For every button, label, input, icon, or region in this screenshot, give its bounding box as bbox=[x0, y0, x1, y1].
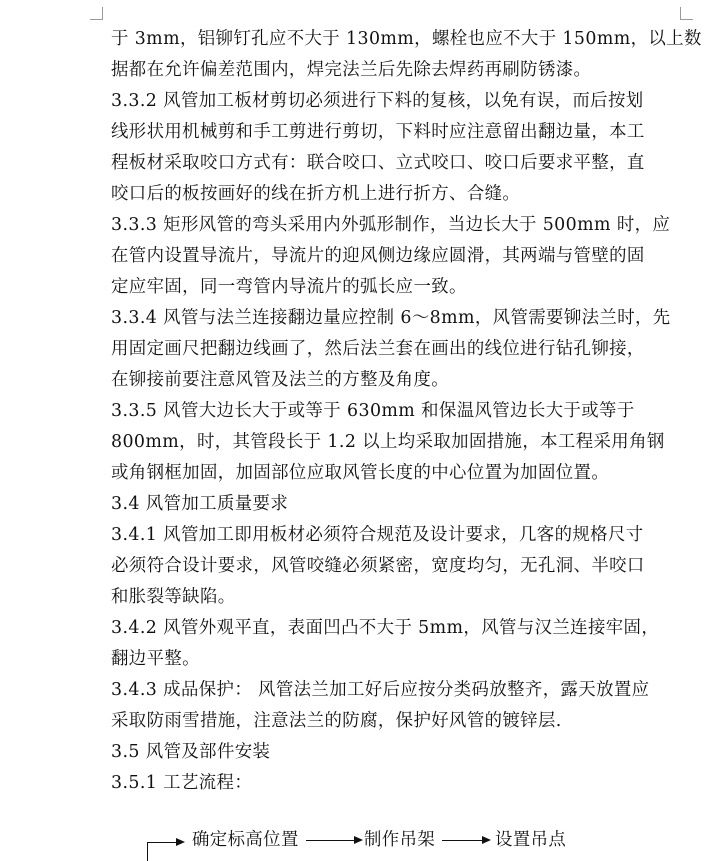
section-heading: 3.4 风管加工质量要求 bbox=[111, 494, 289, 514]
flow-connector-line bbox=[306, 840, 356, 841]
text-line: 3.3.4 风管与法兰连接翻边量应控制 6～8mm，风管需要铆法兰时，先 bbox=[111, 308, 671, 328]
text-line: 和胀裂等缺陷。 bbox=[111, 587, 236, 607]
arrow-head-icon bbox=[176, 838, 185, 846]
text-line: 采取防雨雪措施，注意法兰的防腐，保护好风管的镀锌层. bbox=[111, 711, 562, 731]
flow-step-label: 确定标高位置 bbox=[192, 830, 299, 850]
text-line: 在管内设置导流片，导流片的迎风侧边缘应圆滑，其两端与管壁的固 bbox=[111, 246, 645, 266]
section-heading: 3.5 风管及部件安装 bbox=[111, 742, 271, 762]
flow-step-label: 设置吊点 bbox=[495, 830, 567, 850]
text-line: 据都在允许偏差范围内，焊完法兰后先除去焊药再刷防锈漆。 bbox=[111, 60, 592, 80]
text-line: 必须符合设计要求，风管咬缝必须紧密，宽度均匀，无孔洞、半咬口 bbox=[111, 556, 645, 576]
text-line: 程板材采取咬口方式有：联合咬口、立式咬口、咬口后要求平整，直 bbox=[111, 153, 645, 173]
text-line: 用固定画尺把翻边线画了，然后法兰套在画出的线位进行钻孔铆接， bbox=[111, 339, 645, 359]
text-line: 3.4.3 成品保护： 风管法兰加工好后应按分类码放整齐，露天放置应 bbox=[111, 680, 650, 700]
text-line: 3.5.1 工艺流程： bbox=[111, 773, 253, 793]
text-line: 3.3.2 风管加工板材剪切必须进行下料的复核，以免有误，而后按划 bbox=[111, 91, 644, 111]
flow-connector-line bbox=[442, 840, 484, 841]
text-line: 或角钢框加固，加固部位应取风管长度的中心位置为加固位置。 bbox=[111, 463, 610, 483]
text-line: 咬口后的板按画好的线在折方机上进行折方、合缝。 bbox=[111, 184, 521, 204]
text-line: 于 3mm，铝铆钉孔应不大于 130mm，螺栓也应不大于 150mm，以上数 bbox=[111, 29, 702, 49]
text-line: 3.4.2 风管外观平直，表面凹凸不大于 5mm，风管与汉兰连接牢固， bbox=[111, 618, 660, 638]
text-line: 在铆接前要注意风管及法兰的方整及角度。 bbox=[111, 370, 450, 390]
arrow-head-icon bbox=[482, 836, 491, 844]
flow-step-label: 制作吊架 bbox=[364, 830, 436, 850]
text-line: 定应牢固，同一弯管内导流片的弧长应一致。 bbox=[111, 277, 467, 297]
text-line: 3.4.1 风管加工即用板材必须符合规范及设计要求，几客的规格尺寸 bbox=[111, 525, 644, 545]
flow-connector-line bbox=[147, 842, 179, 843]
text-line: 翻边平整。 bbox=[111, 649, 200, 669]
text-line: 800mm，时，其管段长于 1.2 以上均采取加固措施，本工程采用角钢 bbox=[111, 432, 665, 452]
text-line: 3.3.5 风管大边长大于或等于 630mm 和保温风管边长大于或等于 bbox=[111, 401, 635, 421]
text-line: 线形状用机械剪和手工剪进行剪切，下料时应注意留出翻边量，本工 bbox=[111, 122, 645, 142]
flow-connector-vertical bbox=[147, 842, 148, 861]
text-line: 3.3.3 矩形风管的弯头采用内外弧形制作，当边长大于 500mm 时，应 bbox=[111, 215, 671, 235]
arrow-head-icon bbox=[354, 836, 363, 844]
